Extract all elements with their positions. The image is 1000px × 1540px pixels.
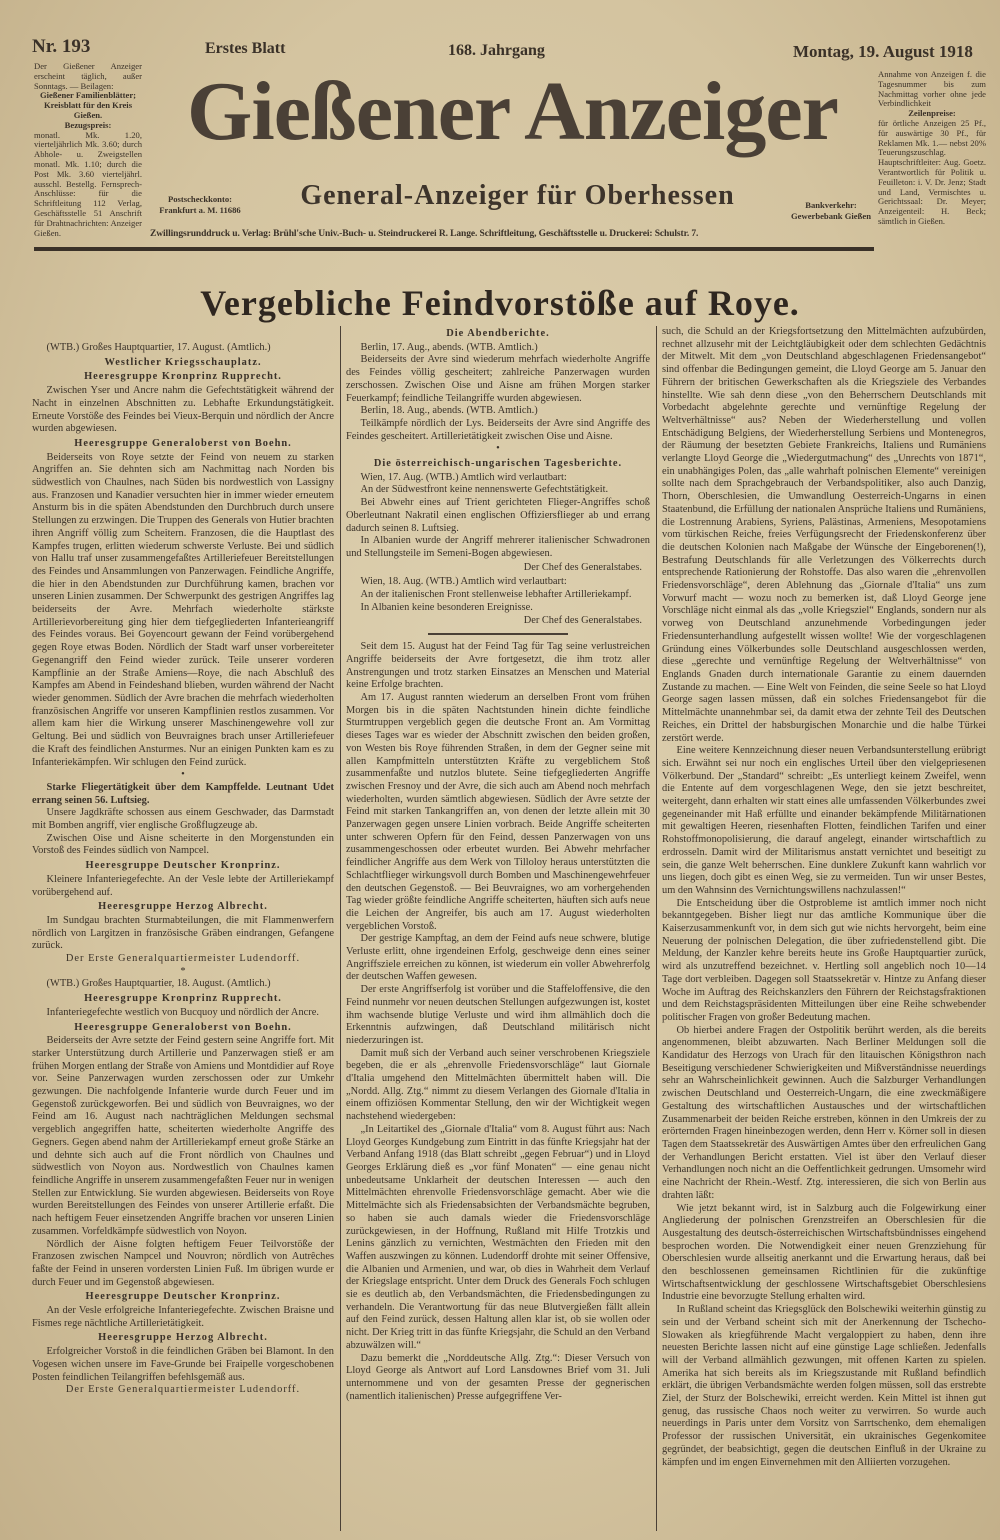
advertising-info	[878, 70, 986, 227]
paragraph: (WTB.) Großes Hauptquartier, 17. August. (Amtlich.)	[46, 342, 271, 353]
signature: Der Chef des Generalstabes.	[523, 615, 642, 627]
separator: •	[181, 769, 185, 781]
section-heading: Heeresgruppe Kronprinz Rupprecht.	[84, 993, 282, 1005]
paragraph: Der gestrige Kampftag, an dem der Feind aufs neue schwere, blutige Verluste erlitt, ohne irgendeinen Erfolg, geschweige denn eines seiner Angriffsziele erreichen zu können, ist wiederum ein voller Abwehrerfolg der deutschen Waffen gewesen.	[346, 933, 650, 983]
postal-account: Postscheckkonto: Frankfurt a. M. 11686	[159, 194, 241, 215]
paragraph: Dazu bemerkt die „Norddeutsche Allg. Ztg.“: Dieser Versuch von Lloyd George als Antwort auf Lord Lansdownes Brief vom 31. Juli unternommene und von der gesamten Presse der gegnerischen (namentlich italienischen) Presse aufgegriffene Ver-	[346, 1352, 650, 1402]
price-text: monatl. Mk. 1.20, vierteljährlich Mk. 3.60; durch Abhole- u. Zweigstellen monatl. Mk. 1.10; durch die Post Mk. 3.60 vierteljährl. ausschl. Bestellg. Fernsprech-Anschlüsse: für die Schriftleitung 112 Verlag, Geschäftsstelle 51 Anschrift für Drahtnachrichten: Anzeiger Gießen.	[34, 129, 142, 238]
column-divider	[656, 326, 657, 1531]
paragraph: Zwischen Yser und Ancre nahm die Gefechtstätigkeit während der Nacht in einzelnen Abschnitten zu. Lebhafte Erkundungstätigkeit. Erneute Vorstöße des Feindes bei Vieux-Berquin und nördlich der Ancre wurden abgewiesen.	[32, 385, 334, 435]
section-heading: Die österreichisch-ungarischen Tagesberichte.	[373, 458, 623, 470]
paragraph: Zwischen Oise und Aisne scheiterte in den Morgenstunden ein Vorstoß des Feindes südlich von Nampcel.	[32, 832, 334, 857]
ad-price-text: für örtliche Anzeigen 25 Pf., für auswärtige 30 Pf., für Reklamen Mk. 1.— nebst 20% Teuerungszuschlag. Hauptschriftleiter: Aug. Goetz. Verantwortlich für Politik u. Feuilleton: i. V. Dr. Jenz; Stadt und Land, Vermischtes u. Gerichtssaal: Dr. Meyer; Anzeigenteil: H. Beck; sämtlich in Gießen.	[878, 117, 986, 226]
paragraph: Beiderseits der Avre sind wiederum mehrfach wiederholte Angriffe des Feindes völlig gescheitert; zahlreiche Panzerwagen wurden zerschossen. Zwischen Oise und Aisne am frühen Morgen starker Feuerkampf; feindliche Teilangriffe wurden abgewiesen.	[346, 354, 650, 404]
paragraph: Beiderseits von Roye setzte der Feind von neuem zu starken Angriffen an. Sie dehnten sich am Nachmittag nach Norden bis südwestlich von Chaulnes, nach Süden bis nordwestlich von Lassigny aus. Franzosen und Kanadier versuchten hier in immer wieder erneutem Ansturm bis in die späten Abendstunden den Durchbruch durch unsere Stellungen zu erzwingen. Die Truppen des Generals von Hutier brachten ihren Angriff völlig zum Scheitern. Franzosen, die die Hauptlast des Kampfes trugen, erlitten wiederum schwerste Verluste. Bei und südlich von Hallu traf unser zusammengefaßtes Artilleriefeuer Bereitstellungen des Feindes und Ansammlungen von Panzerwagen. Feindliche Angriffe, die hier in den Abendstunden zur Durchführung kamen, brachen vor unseren Linien zusammen. Der Schwerpunkt des gestrigen Angriffes lag beiderseits der Avre. Mehrfach wiederholte stärkste Artillerievorbereitung ging hier dem tiefgegliederten Infanterieangriff des Feindes voraus. Bei Goyencourt gewann der Feind vorübergehend gegen Roye etwas Boden. Nördlich der Stadt warf unser vorbereiteter Gegenangriff den Feind wieder zurück. Teile unserer vorderen Kampflinie an der Straße Amiens—Roye, die nach Abschluß des Kampfes am Abend in Feindeshand blieben, wurden während der Nacht wieder genommen. Südlich der Avre brachen die mehrfach wiederholten französischen Angriffe vor unseren Kampflinien restlos zusammen. Vor allem kam hier die Wirkung unserer Maschinengewehre voll zur Geltung. Bei und südlich von Beuvraignes brach unser Artilleriefeuer die Kraft des feindlichen Ansturmes. Nur an einigen Punkten kam es zu Infanteriekämpfen. Wir schlugen den Feind zurück.	[32, 451, 334, 768]
paragraph: Starke Fliegertätigkeit über dem Kampffelde. Leutnant Udet errang seinen 56. Luftsieg.	[32, 781, 334, 806]
section-heading: Heeresgruppe Herzog Albrecht.	[98, 901, 268, 913]
paragraph: An der italienischen Front stellenweise lebhafter Artilleriekampf.	[360, 589, 632, 601]
paragraph: Die Entscheidung über die Ostprobleme ist amtlich immer noch nicht bekanntgegeben. Bisher liegt nur das amtliche Kommunique über die Kaiserzusammenkunft vor, in dem sich gut wie nichts hervorgeht, beim eine Neuerung der polnischen Delegation, die über zufriedenstellend gibt. Die Meldung, der Kanzler kehre bereits heute ins Große Hauptquartier zurück, wird als unzutreffend bezeichnet. v. Hertling soll angeblich noch 10—14 Tage dort verbleiben. Dagegen soll Staatssekretär v. Hintze zu Anfang dieser Woche im Auftrag des Reichskanzlers den Führern der Reichstagsfraktionen und dem Reichstagspräsidenten Mitteilungen über eine Reihe schwebender politischer Fragen von großer Bedeutung machen.	[662, 897, 986, 1023]
paragraph: An der Vesle erfolgreiche Infanteriegefechte. Zwischen Braisne und Fismes rege nächtliche Artillerietätigkeit.	[32, 1305, 334, 1329]
paragraph: Infanteriegefechte westlich von Bucquoy und nördlich der Ancre.	[46, 1006, 319, 1018]
section-heading: Heeresgruppe Deutscher Kronprinz.	[85, 860, 281, 872]
paragraph: Berlin, 18. Aug., abends. (WTB. Amtlich.)	[360, 405, 538, 417]
section-heading: Westlicher Kriegsschauplatz.	[104, 356, 262, 368]
paragraph: Der erste Angriffserfolg ist vorüber und die Staffeloffensive, die den Feind nunmehr vor neuen deutschen Stellungen aufgezwungen ist, kostet ihm wachsende blutige Verluste und wird ihm allmählich doch die Erkenntnis aufzwingen, daß Deutschland militärisch nicht niederzuringen ist.	[346, 984, 650, 1046]
headline: Vergebliche Feindvorstöße auf Roye.	[200, 283, 800, 323]
paragraph: Wien, 17. Aug. (WTB.) Amtlich wird verlautbart:	[360, 471, 567, 483]
separator-rule	[428, 633, 568, 635]
section-heading: Heeresgruppe Generaloberst von Boehn.	[74, 437, 292, 449]
kreisblatt-note: Kreisblatt für den Kreis Gießen.	[43, 100, 133, 120]
bank-info: Bankverkehr: Gewerbebank Gießen	[791, 200, 871, 221]
paragraph: Unsere Jagdkräfte schossen aus einem Geschwader, das Darmstadt mit Bomben angriff, vier englische Großflugzeuge ab.	[32, 807, 334, 832]
paragraph: Damit muß sich der Verband auch seiner verschrobenen Kriegsziele begeben, die er als „ehrenvolle Friedensvorschläge“ laut Giornale d'Italia umgehend den Mittelmächten übermittelt haben will. Die „Nordd. Allg. Ztg.“ nimmt zu diesem Verlangen des Giornale d'Italia in einem offiziösen Kommentar Stellung, den wir der Wichtigkeit wegen nachstehend wiedergeben:	[346, 1047, 650, 1123]
paragraph: such, die Schuld an der Kriegsfortsetzung den Mittelmächten aufzubürden, rechnet allzusehr mit der Leichtgläubigkeit oder dem schlechten Gedächtnis der Mitwelt. Mit dem „von Deutschland abgeschlagenen Friedensangebot“ sind offenbar die Bedingungen gemeint, die Lloyd George am 5. Januar den Führern der britischen Gewerkschaften als die Kriegsziele des Verbandes hinstellte. Wie sah denn diese „von den Beherrschern Deutschlands mit Vorbedacht abgelehnte gerechte und vernünftige Regelung der Weltverhältnisse“ aus? Neben der Wiederherstellung und vollen Entschädigung Belgiens, der Wiederherstellung Serbiens und Montenegros, der Räumung der besetzten Gebiete Frankreichs, Italiens und Rumäniens verlangte Lloyd George die „Wiedergutmachung“ des „Unrechts von 1871“, ein unabhängiges Polen, das „alle wahrhaft polnischen Elemente“ vereinigen sollte nach dem Sprachgebrauch der Verbandspolitiker, also auch Danzig, Thorn, Oberschlesien, die Umwandlung Oesterreich-Ungarns in einen Staatenbund, die Erfüllung der nationalen Ansprüche Italiens und Rumäniens, die Lostrennung Arabiens, Syriens, Palästinas, Armeniens, Mesopotamiens vom türkischen Reiche, freies Verfügungsrecht der Friedenskonferenz über die deutschen Kolonien nach Maßgabe der Wünsche der Eingeborenen(!), Bestrafung Deutschlands für alle Verletzungen des Völkerrechts durch entsprechende Rationierung der Rohstoffe. Das also waren die „ehrenvollen Friedensvorschläge“, deren Ablehnung das „Giornale d'Italia“ uns zum Vorwurf macht — wozu noch zu bemerken ist, daß Lloyd George jene Vorschläge nicht einmal als das „volle Kriegsziel“ Englands, sondern nur als vorweg von Deutschland anzunehmende Vorbedingungen jeder Friedensunterhandlung aufgestellt wissen wollte! Wie der vorgeschlagenen Gründung eines Völkerbundes solle Deutschland ausgeschlossen werden, diese „gerechte und vernünftige Regelung der Weltverhältnisse“ von Englands Gnaden durch internationale Garantie zu einem dauernden Zustande zu machen. — Eine Welt von Feinden, die seine Seele so hat Lloyd George sagen lassen müssen, daß ein solches Friedensangebot für die Mittelmächte unannehmbar sei, da damit etwa der zehnte Teil des Deutschen Reiches, ein Drittel der habsburgischen Monarchie und die halbe Türkei zerstört werde.	[662, 326, 986, 744]
separator: •	[496, 443, 500, 455]
paragraph: Berlin, 17. Aug., abends. (WTB. Amtlich.)	[360, 341, 538, 353]
issue-number: Nr. 193	[32, 36, 91, 57]
ad-intro: Annahme von Anzeigen f. die Tagesnummer bis zum Nachmittag vorher ohne jede Verbindlichkeit	[878, 69, 986, 109]
column-2	[346, 326, 650, 1403]
paragraph: Kleinere Infanteriegefechte. An der Vesle lebte der Artilleriekampf vorübergehend auf.	[32, 873, 334, 898]
section-heading: Heeresgruppe Generaloberst von Boehn.	[74, 1021, 292, 1033]
paragraph: Wien, 18. Aug. (WTB.) Amtlich wird verlautbart:	[360, 576, 567, 588]
separator: *	[180, 965, 186, 977]
subscription-info	[34, 62, 142, 238]
section-heading: Heeresgruppe Deutscher Kronprinz.	[85, 1291, 281, 1303]
paragraph: Wie jetzt bekannt wird, ist in Salzburg auch die Folgewirkung einer Angliederung der polnischen Grenzstreifen an Oberschlesien für die Ausgestaltung des deutsch-österreichischen Wirtschaftsbündnisses eingehend besprochen worden. Die Notwendigkeit einer neuen Grenzziehung für Oberschlesien wurde allseitig anerkannt und die Erwartung heraus, daß bei den beschlossenen gemeinsamen Richtlinien für die zukünftige Wirtschaftsentwicklung der geschlossene Wirtschaftsgebiet Oberschlesiens Industrie eine bevorzugte Stellung erhalten wird.	[662, 1202, 986, 1303]
paragraph: (WTB.) Großes Hauptquartier, 18. August. (Amtlich.)	[46, 978, 271, 990]
edition-label: Erstes Blatt	[205, 40, 286, 57]
paragraph: An der Südwestfront keine nennenswerte Gefechtstätigkeit.	[360, 484, 609, 496]
paragraph: „In Leitartikel des „Giornale d'Italia“ vom 8. August führt aus: Nach Lloyd Georges Kundgebung zum Eintritt in das fünfte Kriegsjahr hat der Verband Anfang 1918 (das Blatt schreibt „gegen Februar“) und in Lloyd Georges Erklärung dieß es „vor fünf Monaten“ — eine genau nicht unbedeutsame Unklarheit der deutschen Interessen — auch den Mittelmächten ehrenvolle Friedensvorschläge gemacht. Aber wie die Mittelmächte sich als Friedensabsichten der Verbandsmächte begruben, so haben sie auch damals wieder die Friedensvorschläge zurückgewiesen, in der Hoffnung, Rußland mit Hilfe Trotzkis und Lenins gänzlich zu vernichten, Westmächten den Frieden mit den Waffen auszwingen zu können. Ludendorff drohte mit seiner Offensive, die Albanien und Armenien, und war, ob dies in Wahrheit dem Verlauf der Kriegslage entspricht. Unter dem Druck des Generals Foch schlugen sie es deutlich ab, den Verbandsmächten, die Friedensbedingungen zu verhandeln. Die Verantwortung für das neue Blutvergießen fällt allein auf den Feind zurück, dessen Haltung allen klar ist, ob sie wollen oder nicht. Der Krieg tritt in das fünfte Kriegsjahr, die Schuld an den Verband abzuwälzen will.“	[346, 1123, 650, 1351]
signature: Der Chef des Generalstabes.	[523, 561, 642, 573]
newspaper-title: Gießener Anzeiger	[187, 65, 838, 158]
supplement-note: Gießener Familienblätter;	[39, 90, 137, 101]
paragraph: In Albanien wurde der Angriff mehrerer italienischer Schwadronen und Stellungsteile im Semeni-Bogen abgewiesen.	[346, 535, 650, 559]
imprint-line: Zwillingsrunddruck u. Verlag: Brühl'sche Univ.-Buch- u. Steindruckerei R. Lange. Schriftleitung, Geschäftsstelle u. Druckerei: Schulstr. 7.	[150, 229, 699, 239]
column-1	[32, 342, 334, 1397]
paragraph: Nördlich der Aisne folgten heftigem Feuer Teilvorstöße der Franzosen zwischen Nampcel und Nouvron; nördlich von Autrêches faßte der Feind in unseren vordersten Linien Fuß. Im übrigen wurde er durch Feuer und im Gegenstoß abgewiesen.	[32, 1238, 334, 1288]
section-heading: Heeresgruppe Kronprinz Rupprecht.	[84, 371, 282, 383]
publication-note: Der Gießener Anzeiger erscheint täglich, außer Sonntags. — Beilagen:	[34, 61, 142, 91]
paragraph: Ob hierbei andere Fragen der Ostpolitik berührt werden, als die bereits angenommenen, bleibt abzuwarten. Nach Berliner Meldungen soll die Kandidatur des Herzogs von Urach für den litauischen Königsthron nach Beseitigung verschiedener Schwierigkeiten und Mißverständnisse neuerdings sehr an Wahrscheinlichkeit gewinnen. Auch die Salzburger Verhandlungen zwischen Deutschland und Oesterreich-Ungarn, die eine zweckmäßigere Gestaltung des wirtschaftlichen Austausches und der wirtschaftlichen Zusammenarbeit der beiden Reiche erstreben, können in den Umkreis der zu erörternden Fragen hineinbezogen werden, denn Herr v. Körner soll in diesen Tagen dem Staatssekretär des Auswärtigen Amtes über den erfreulichen Gang der Verhandlungen Bericht erstatten. Viel ist über den Verlauf dieser Verhandlungen noch nicht an die Oeffentlichkeit gedrungen. Umsomehr wird eine Nachricht der Rhein.-Westf. Ztg. interessieren, die sich von Berlin aus drahten läßt:	[662, 1024, 986, 1201]
column-divider	[340, 326, 341, 1531]
volume-label: 168. Jahrgang	[448, 42, 545, 59]
paragraph: In Albanien keine besonderen Ereignisse.	[360, 601, 533, 613]
price-heading: Bezugspreis:	[64, 119, 112, 130]
masthead-rule	[34, 247, 874, 251]
signature: Der Erste Generalquartiermeister Ludendorff.	[65, 1384, 301, 1396]
paragraph: Teilkämpfe nördlich der Lys. Beiderseits der Avre sind Angriffe des Feindes gescheitert. Artillerietätigkeit zwischen Oise und Aisne.	[346, 417, 650, 442]
ad-price-heading: Zeilenpreise:	[908, 108, 956, 119]
newspaper-subtitle: General-Anzeiger für Oberhessen	[300, 180, 735, 211]
paragraph: Seit dem 15. August hat der Feind Tag für Tag seine verlustreichen Angriffe beiderseits der Avre fortgesetzt, die ihm trotz aller Anstrengungen und trotz starken Einsatzes an Menschen und Material keine Erfolge brachten.	[346, 641, 650, 691]
column-3	[662, 326, 986, 1469]
paragraph: In Rußland scheint das Kriegsglück den Bolschewiki weiterhin günstig zu sein und der Verband scheint sich mit der Anerkennung der Tschecho-Slowaken als kriegführende Macht vergaloppiert zu haben, denn ihre neuesten Berichte lassen nicht auf eine günstige Lage schließen. Jedenfalls will der Verband allmählich gezwungen, mit offenen Karten zu spielen. Amerika hat sich bereits als im Kriegszustande mit Rußland befindlich erklärt, die übrigen Verbandsmächte werden folgen müssen, soll das erstrebte Ziel, der Sturz der Bolschewiki, erreicht werden. Kein Mittel ist ihnen gut genug, das russische Chaos noch weiter zu verwirren. So wurde auch neuerdings in Paris unter dem Vorsitz von Sarrtschenko, dem ehemaligen Professor der russischen Universität, ein ukrainisches Gegenkomitee gegründet, der beabsichtigt, gegen die deutschen Einfluß in der Ukraine zu kämpfen und im engen Einvernehmen mit den Alliierten vorzugehen.	[662, 1304, 986, 1468]
issue-date: Montag, 19. August 1918	[793, 42, 973, 61]
section-heading: Heeresgruppe Herzog Albrecht.	[98, 1332, 268, 1344]
paragraph: Bei Abwehr eines auf Trient gerichteten Flieger-Angriffes schoß Oberleutnant Nakratil einen englischen Offiziersflieger ab und errang dadurch seinen 8. Luftsieg.	[346, 497, 650, 534]
paragraph: Erfolgreicher Vorstoß in die feindlichen Gräben bei Blamont. In den Vogesen wichen unsere im Fave-Grunde bei Fraipelle vorgeschobenen Posten feindlichen Teilangriffen befehlsgemäß aus.	[32, 1346, 334, 1383]
paragraph: Beiderseits der Avre setzte der Feind gestern seine Angriffe fort. Mit starker Unterstützung durch Artillerie und Panzerwagen stieß er am frühen Morgen entlang der Straße von Amiens und Montdidier auf Roye vor. Seine Panzerwagen wurden zerschossen oder zur Umkehr gezwungen. Die nachfolgende Infanterie wurde durch Feuer und im Gegenstoß zurückgeworfen. Bei und südlich von Beuvraignes, wo der Feind am 16. August nach nachträglichen Meldungen sechsmal vergeblich angegriffen hatte, scheiterten wiederholte Angriffe des Gegners. Gegen abend nahm der Artilleriekampf erneut große Stärke an und dehnte sich auch auf die Front nördlich von Chaulnes und südwestlich von Noyon aus. Nordwestlich von Chaulnes kamen feindliche Angriffe in unserem zusammengefaßten Feuer nur in wenigen Stellen zur Entwicklung. Sie wurden abgewiesen. Beiderseits von Roye wurden Bereitstellungen des Feindes von unserer Artillerie erfaßt. Die nach heftigem Feuer einsetzenden Angriffe brachen vor unseren Linien zusammen. Vorfeldkämpfe südwestlich von Noyon.	[32, 1035, 334, 1237]
paragraph: Eine weitere Kennzeichnung dieser neuen Verbandsunterstellung erübrigt sich. Erwähnt sei nur noch ein englisches Urteil über den vielgepriesenen Völkerbund. Der „Standard“ schreibt: „Es unterliegt keinem Zweifel, wenn die Entente auf dem vorgeschlagenen Wege, den sie jetzt beschreitet, weitergeht, dann erhalten wir statt eines alle umfassenden Völkerbundes zwei gegeneinander mit Haß erfüllte und einander bekämpfende Militärnationen mit gewaltigen Heeren, riesenhaften Flotten, feindlichen Tarifen und einer Rohstoffmonopolisierung, die darauf angelegt, einander wirtschaftlich zu erdrosseln. Damit wird der Militarismus anstatt vernichtet und beseitigt zu sein, die ganze Welt beherrschen. Eine dunklere Zukunft kann wahrlich vor uns liegen, doch gibt es einen Weg, sie zu vermeiden. Tun wir unser Bestes, um den Wahnsinn des Vernichtungswillens nachzulassen!“	[662, 745, 986, 896]
signature: Der Erste Generalquartiermeister Ludendorff.	[65, 953, 301, 965]
paragraph: Im Sundgau brachten Sturmabteilungen, die mit Flammenwerfern nördlich von Largitzen in französische Gräben eindrangen, Gefangene zurück.	[32, 914, 334, 952]
paragraph: Am 17. August rannten wiederum an derselben Front vom frühen Morgen bis in die späten Nachtstunden hinein dichte feindliche Sturmtruppen vergeblich gegen die deutsche Front an. Am Vormittag dieses Tages war es wieder der Abschnitt zwischen den beiden großen, von Westen bis Roye führenden Straßen, in dem der Gegner seine mit allen Kampfmitteln unterstützten Kräfte zu vergeblichem Stoß zusammenfaßte und nutzlos blutete. Seine tiefgegliederten Angriffe zwischen Fresnoy und der Avre, die sich auch am Abend noch mehrfach wiederholten, wurden sämtlich abgewiesen. Südlich der Avre setzte der Feind mit starken Tankangriffen an, von denen der letzte allein mit 30 Panzerwagen gegen unsere Linien vorbrach. Beide Angriffe scheiterten unter schweren Opfern für den Feind, dessen Panzerwagen von uns zusammengeschossen oder erbeutet wurden. Bei Abwehr mehrfacher feindlicher Angriffe aus dem Werk von Tilloloy heraus unterstützten die Schlachtflieger wirkungsvoll durch Bomben und Maschinengewehrfeuer den deutschen Gegenstoß. — Bei Beuvraignes, wo am vorhergehenden Tag wieder größte feindliche Angriffe scheiterten, häuften sich aufs neue die Leichen der Angreifer, bis auch am 17. August wiederholten vergeblichen Vorstoß.	[346, 691, 650, 932]
section-heading: Die Abendberichte.	[446, 328, 550, 339]
